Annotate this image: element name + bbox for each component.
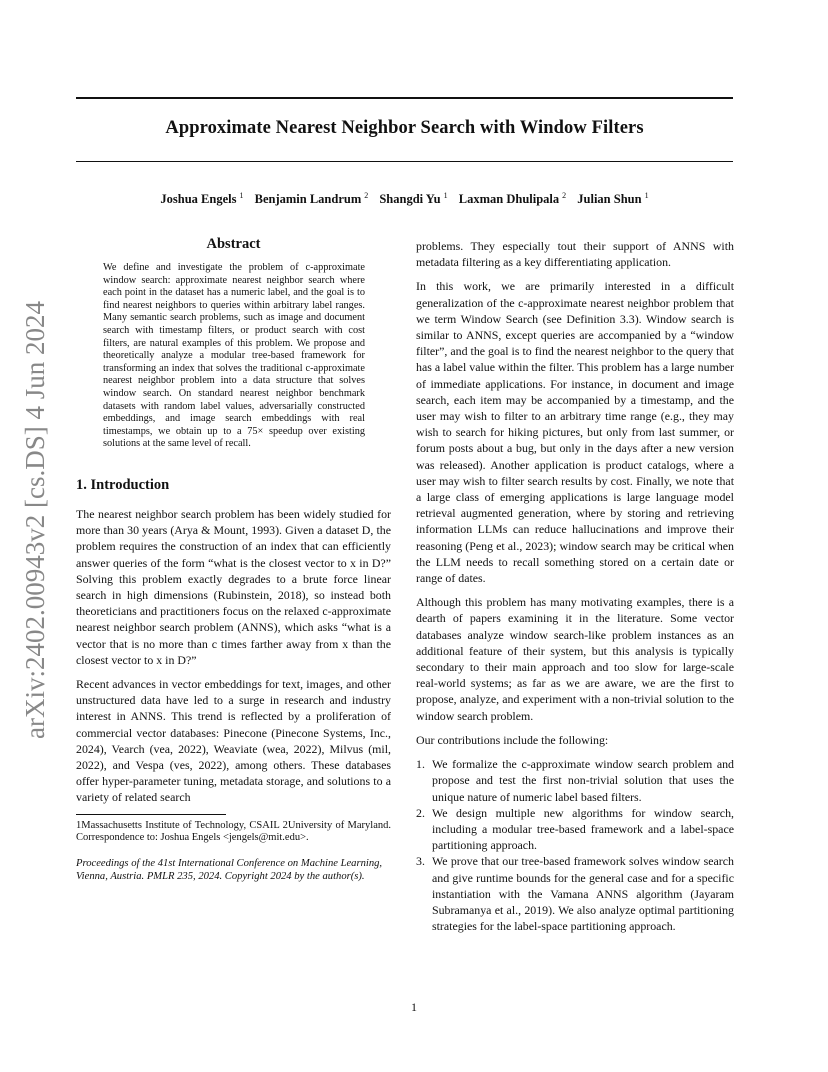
- contributions-intro: Our contributions include the following:: [416, 732, 609, 747]
- author-name: Laxman Dhulipala: [458, 192, 560, 206]
- page-number: 1: [411, 1000, 417, 1014]
- footnote-rule: [76, 814, 226, 815]
- list-item-number: 1.: [416, 757, 425, 772]
- author-name: Joshua Engels: [160, 192, 237, 206]
- arxiv-identifier: arXiv:2402.00943v2 [cs.DS] 4 Jun 2024: [20, 301, 50, 739]
- list-item: [416, 853, 734, 934]
- abstract-heading: Abstract: [206, 236, 261, 252]
- author-affiliation: 1: [443, 191, 448, 200]
- paper-title: Approximate Nearest Neighbor Search with Window Filters: [165, 118, 644, 138]
- author-affiliation: 2: [562, 191, 567, 200]
- right-column: [416, 238, 734, 934]
- list-item-number: 3.: [416, 854, 425, 869]
- proceedings-note: [76, 857, 391, 883]
- left-column: [76, 236, 391, 883]
- title-bottom-rule: [76, 161, 733, 162]
- list-item-text: We formalize the c-approximate window search problem and propose and test the first non-trivial solution that uses the unique nature of numeric label based filters.: [432, 757, 734, 804]
- author-name: Julian Shun: [577, 192, 642, 206]
- title-top-rule: [76, 97, 733, 99]
- affiliation-footnote: 1Massachusetts Institute of Technology, CSAIL 2University of Maryland. Correspondence to: Joshua Engels <jengels@mit.edu>.: [76, 819, 391, 844]
- list-item-text: We prove that our tree-based framework solves window search and give runtime bounds for the general case and for a specific instantiation with the Vamana ANNS algorithm (Jayaram Subramanya et al., 2019). We also analyze optimal partitioning strategies for the label-space partitioning approach.: [432, 854, 734, 934]
- proceedings-text: Proceedings of the 41st International Conference on Machine Learning, Vienna, Austria. PMLR 235, 2024. Copyright 2024 by the author(s).: [76, 857, 383, 882]
- section-heading-introduction: 1. Introduction: [76, 476, 170, 493]
- right-paragraph-1: problems. They especially tout their support of ANNS with metadata filtering as a key differentiating application.: [416, 239, 734, 270]
- intro-paragraph-2: Recent advances in vector embeddings for text, images, and other unstructured data have led to a surge in research and industry interest in ANNS. This trend is reflected by a proliferation of commercial vector databases: Pinecone (Pinecone Systems, Inc., 2024), Vearch (vea, 2022), Weaviate (wea, 2022), Milvus (mil, 2022), and Vespa (ves, 2022), among others. These databases offer hyper-parameter tuning, metadata storage, and solutions to a variety of related search: [76, 676, 391, 805]
- list-item-number: 2.: [416, 805, 425, 820]
- author-list: [76, 191, 733, 207]
- arxiv-sidebar: [0, 0, 60, 1072]
- author-affiliation: 2: [364, 191, 369, 200]
- right-paragraph-2: In this work, we are primarily interested in a difficult generalization of the c-approximate nearest neighbor problem that we term Window Search (see Definition 3.3). Window search is similar to ANNS, except queries are accompanied by a “window filter”, and the goal is to find the nearest neighbor to the query that has a label value within the filter. This problem has a large number of immediate applications. For instance, in document and image search, each item may be accompanied by a timestamp, and the user may wish to filter to an arbitrary time range (e.g., they may wish to search for hiking pictures, but only from last summer, or forum posts about a bug, but only in the days after a new version was released). Another application is product catalogs, where a user may wish to filter search results by cost. Finally, we note that a large class of emerging applications is large language model retrieval augmented generation, where by storing and retrieving information LLMs can reduce hallucinations and improve their reasoning (Peng et al., 2023); window search may be critical when the LLM needs to recall something stored on a certain date or range of dates.: [416, 279, 734, 586]
- author-affiliation: 1: [239, 191, 244, 200]
- contributions-list: [416, 756, 734, 934]
- author-name: Shangdi Yu: [379, 192, 441, 206]
- list-item: [416, 756, 734, 805]
- author-name: Benjamin Landrum: [254, 192, 362, 206]
- right-paragraph-3: Although this problem has many motivating examples, there is a dearth of papers examining it in the literature. Some vector databases analyze window search-like problem instances as an additional feature of their system, but this analysis is typically secondary to their main approach and too slow for large-scale real-world systems; as far as we are aware, we are the first to propose, analyze, and experiment with a non-trivial solution to the window search problem.: [416, 595, 734, 723]
- list-item-text: We design multiple new algorithms for window search, including a modular tree-based framework and a label-space partitioning approach.: [432, 805, 734, 853]
- intro-paragraph-1: The nearest neighbor search problem has been widely studied for more than 30 years (Arya & Mount, 1993). Given a dataset D, the problem requires the construction of an index that can efficiently answer queries of the form “what is the closest vector to x in D?” Solving this problem exactly degrades to a brute force linear search in high dimensions (Rubinstein, 2018), so instead both theoreticians and practitioners focus on the relaxed c-approximate nearest neighbor search problem (ANNS), which asks “what is a vector that is no more than c times farther away from x than the closest vector to x in D?”: [76, 506, 391, 667]
- author-affiliation: 1: [644, 191, 649, 200]
- abstract-text: We define and investigate the problem of c-approximate window search: approximate nearest neighbor search where each point in the dataset has a numeric label, and the goal is to find nearest neighbors to queries within arbitrary label ranges. Many semantic search problems, such as image and document search with timestamp filters, or product search with cost filters, are natural examples of this problem. We propose and theoretically analyze a modular tree-based framework for transforming an index that solves the traditional c-approximate nearest neighbor problem into a data structure that solves window search. On standard nearest neighbor benchmark datasets with random label values, adversarially constructed embeddings, and image search embeddings with real timestamps, we obtain up to a 75× speedup over existing solutions at the same level of recall.: [103, 262, 365, 450]
- list-item: [416, 805, 734, 854]
